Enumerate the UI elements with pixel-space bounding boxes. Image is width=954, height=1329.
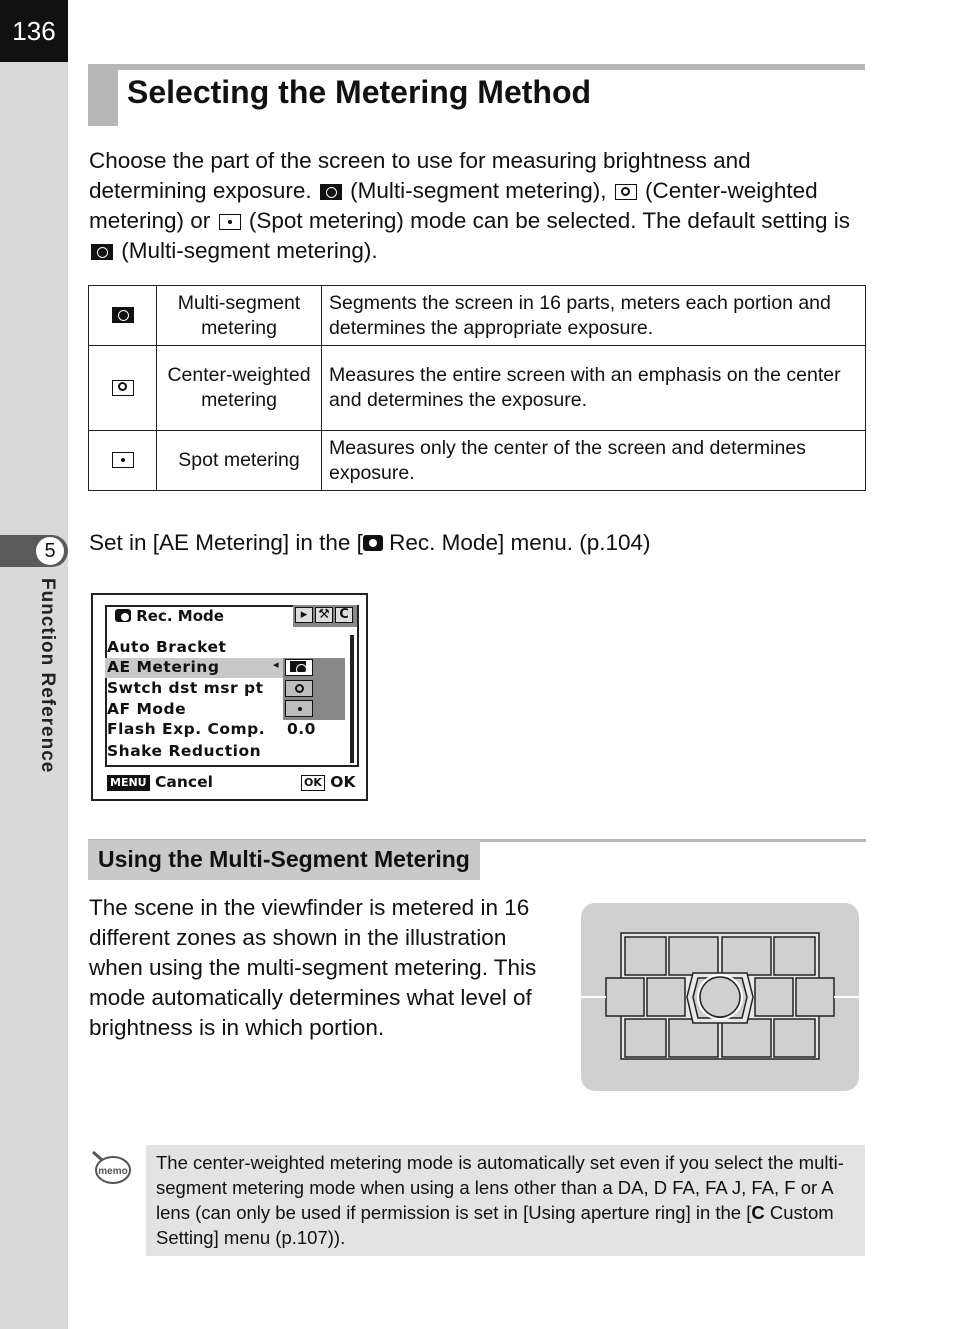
mode-description: Measures only the center of the screen and determines exposure.	[322, 431, 866, 491]
title-block	[88, 64, 118, 126]
page-title: Selecting the Metering Method	[127, 74, 592, 110]
subsection-heading: Using the Multi-Segment Metering	[88, 840, 480, 880]
memo-pen	[93, 1152, 102, 1160]
multi-segment-metering-icon	[91, 244, 113, 260]
memo-text-after: Custom Setting] menu (p.107)).	[156, 1202, 834, 1248]
subsection-text: The scene in the viewfinder is metered in 16 different zones as shown in the illustration when using the multi-segment metering. This mode automatically determines what level of brightness is in which portion.	[89, 895, 537, 1040]
zone-grid	[606, 933, 834, 1059]
mode-description: Segments the screen in 16 parts, meters each portion and determines the appropriate exposure.	[322, 286, 866, 346]
zone	[625, 937, 666, 975]
set-in-text-after: Rec. Mode] menu. (p.104)	[389, 530, 651, 555]
custom-icon: C	[335, 607, 353, 623]
menu-scrollbar[interactable]	[350, 635, 354, 763]
spot-metering-icon	[112, 452, 134, 468]
menu-tab-icons	[293, 605, 357, 627]
menu-item[interactable]: Shake Reduction	[107, 742, 262, 760]
mode-description: Measures the entire screen with an emphasis on the center and determines the exposure.	[322, 346, 866, 431]
table-row	[89, 431, 866, 491]
center-weighted-metering-icon	[285, 680, 313, 697]
chapter-number: 5	[36, 537, 64, 565]
zone	[669, 1019, 718, 1057]
metering-zones-diagram	[581, 903, 859, 1091]
menu-item[interactable]: Flash Exp. Comp.	[107, 720, 266, 738]
memo-icon	[90, 1148, 132, 1188]
selection-arrow-icon: ◂	[273, 658, 279, 671]
zone	[606, 978, 644, 1016]
multi-segment-metering-icon	[320, 184, 342, 200]
menu-tab-label: Rec. Mode	[136, 607, 224, 625]
zone	[774, 937, 815, 975]
playback-icon: ▸	[295, 607, 313, 623]
menu-item[interactable]: AF Mode	[107, 700, 187, 718]
camera-icon	[363, 535, 383, 551]
table-icon-cell	[89, 286, 157, 346]
zone	[722, 1019, 771, 1057]
table-icon-cell	[89, 431, 157, 491]
metering-modes-table	[88, 285, 866, 491]
intro-text-2: (Multi-segment metering),	[350, 178, 607, 203]
center-weighted-metering-icon	[615, 184, 637, 200]
zone	[796, 978, 834, 1016]
spot-metering-icon	[219, 214, 241, 230]
ok-button[interactable]	[301, 773, 355, 791]
menu-item[interactable]: Swtch dst msr pt	[107, 679, 264, 697]
table-row	[89, 346, 866, 431]
set-in-text-before: Set in [AE Metering] in the [	[89, 530, 363, 555]
zone	[722, 937, 771, 975]
zone	[774, 1019, 815, 1057]
camera-icon	[115, 609, 131, 622]
intro-paragraph	[89, 146, 869, 266]
menu-key-icon: MENU	[107, 775, 150, 791]
zone	[669, 937, 718, 975]
mode-name: Spot metering	[157, 431, 322, 491]
multi-segment-metering-icon	[285, 659, 313, 676]
center-circle	[700, 977, 740, 1017]
title-rule	[88, 64, 865, 70]
center-weighted-metering-icon	[290, 682, 306, 693]
table-icon-cell	[89, 346, 157, 431]
set-in-instruction	[89, 530, 651, 556]
zone	[755, 978, 793, 1016]
memo-icon-label: memo	[98, 1166, 128, 1177]
zone	[625, 1019, 666, 1057]
intro-text-5: (Multi-segment metering).	[121, 238, 378, 263]
multi-segment-metering-icon	[112, 307, 134, 323]
table-row	[89, 286, 866, 346]
intro-text-1: Choose the part of the screen to use for measuring brightness and determining exposure.	[89, 148, 751, 203]
ok-key-icon: OK	[301, 775, 325, 791]
mode-name: Multi-segment metering	[157, 286, 322, 346]
flash-exp-value: 0.0	[287, 720, 316, 738]
custom-setting-icon: C	[751, 1202, 765, 1223]
setup-icon: ⚒	[315, 607, 333, 623]
camera-menu-screen	[91, 593, 368, 801]
multi-segment-metering-icon	[290, 661, 306, 672]
cancel-label: Cancel	[155, 773, 213, 791]
menu-item-selected[interactable]: AE Metering	[107, 658, 220, 676]
mode-name: Center-weighted metering	[157, 346, 322, 431]
memo-text-before: The center-weighted metering mode is automatically set even if you select the multi-segment metering mode when using a lens other than a DA, D FA, FA J, FA, F or A lens (can only be used if permission is set in [Using aperture ring] in the [	[156, 1152, 844, 1223]
chapter-label: Function Reference	[37, 578, 58, 774]
spot-metering-icon	[290, 702, 306, 713]
zone	[647, 978, 685, 1016]
center-weighted-metering-icon	[112, 380, 134, 396]
spot-metering-icon	[285, 700, 313, 717]
menu-tab-rec-mode	[115, 607, 224, 625]
intro-text-4: (Spot metering) mode can be selected. The default setting is	[248, 208, 850, 233]
memo-box	[146, 1145, 865, 1256]
menu-item[interactable]: Auto Bracket	[107, 638, 227, 656]
ok-label: OK	[330, 773, 356, 791]
page-number: 136	[0, 0, 68, 62]
intro-text-3: (Center-weighted metering) or	[89, 178, 818, 233]
cancel-button[interactable]	[107, 773, 213, 791]
